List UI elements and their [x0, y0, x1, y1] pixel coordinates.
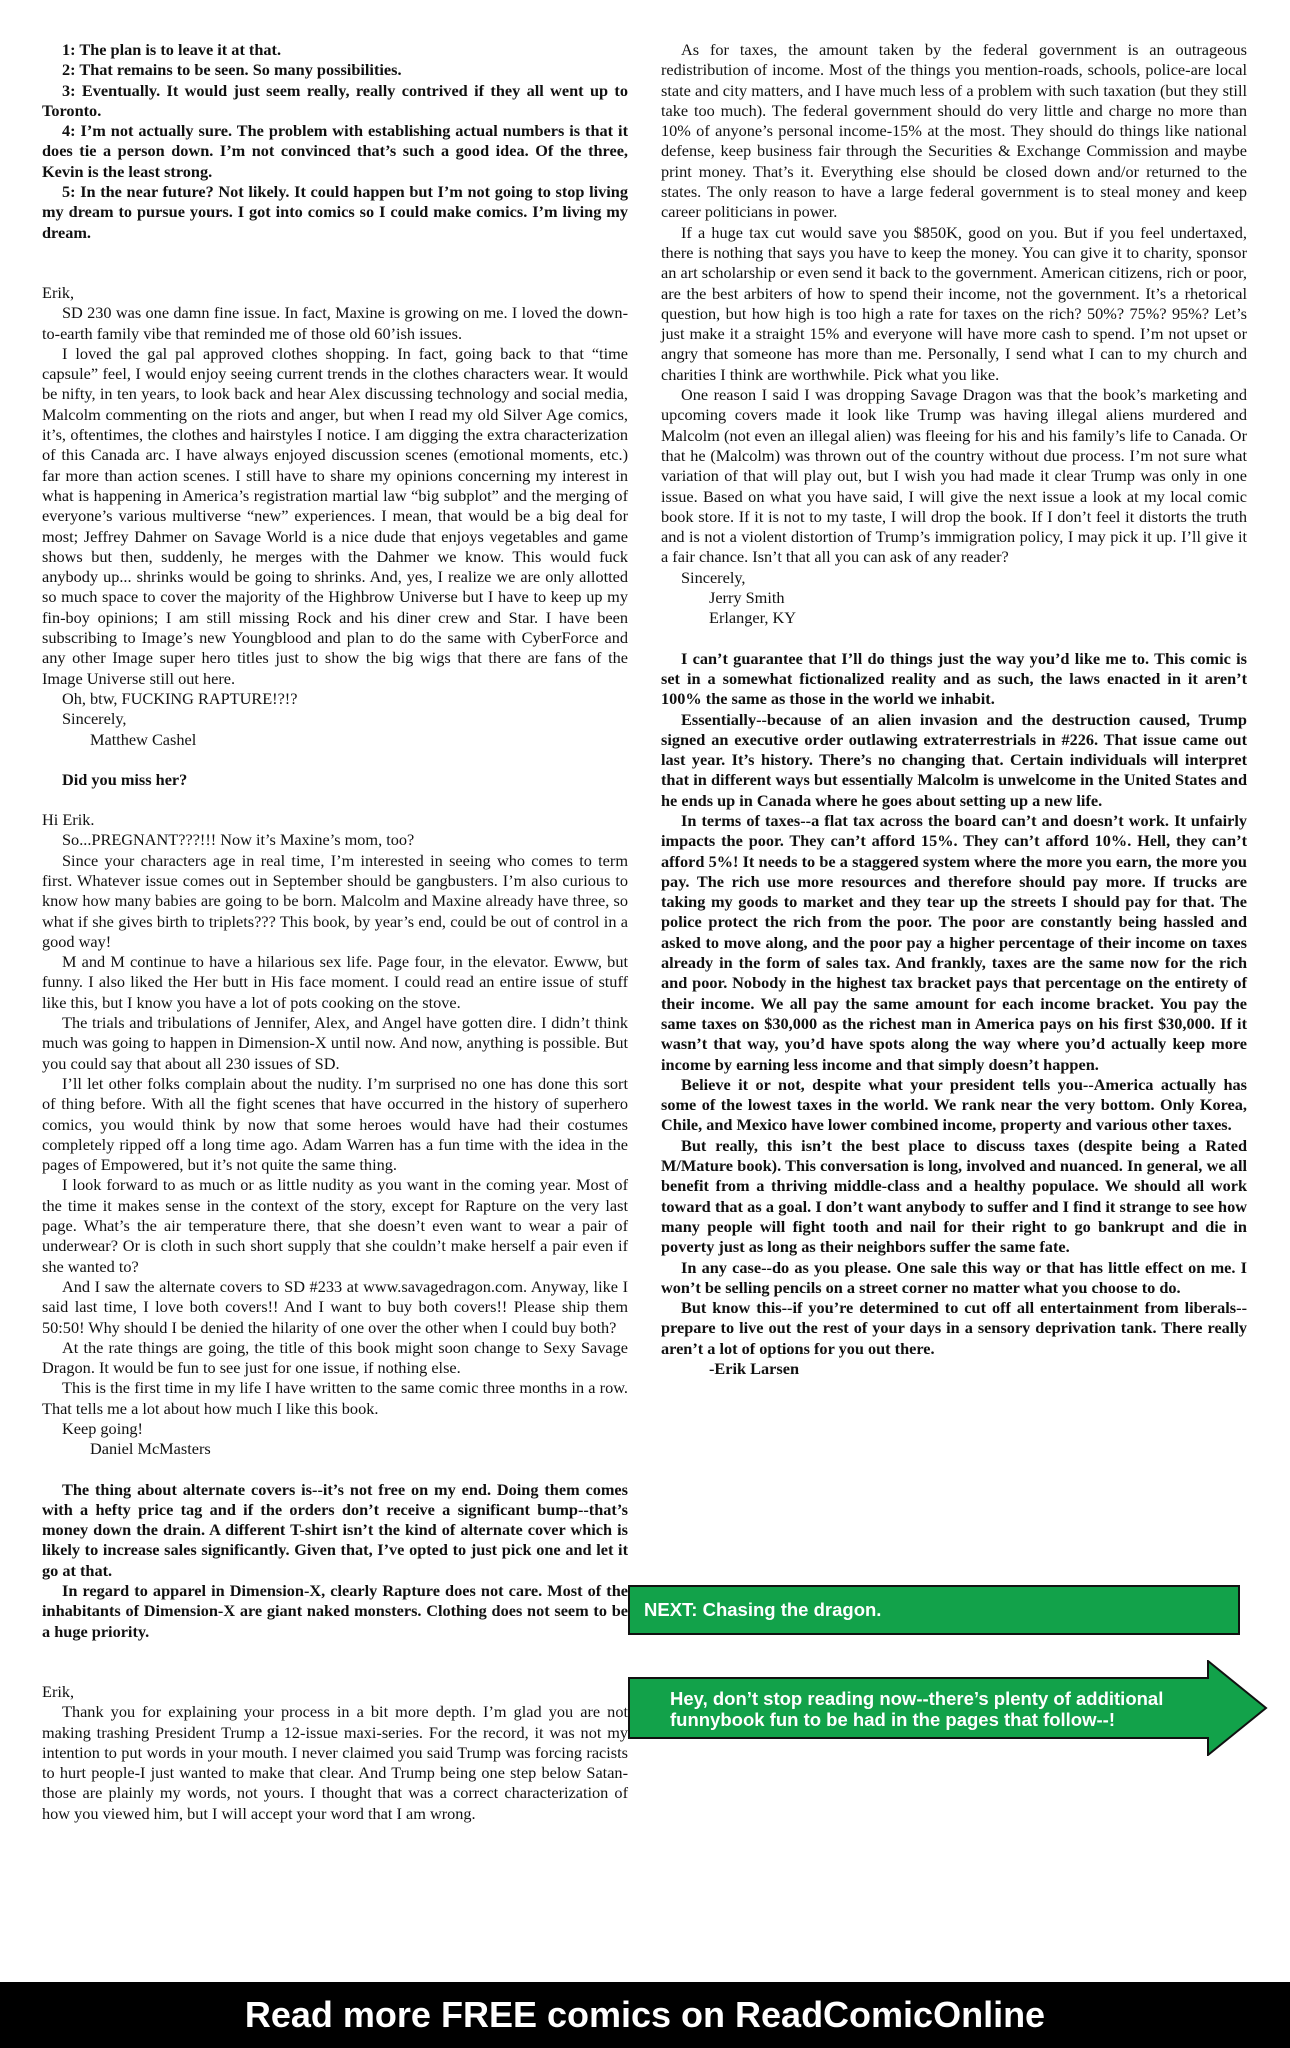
footer-text[interactable]: Read more FREE comics on ReadComicOnline [244, 1994, 1046, 2035]
letter1-paragraph: SD 230 was one damn fine issue. In fact, Maxine is growing on me. I loved the down-to-earth family vibe that reminded me of those old 60’ish issues. [42, 303, 628, 343]
footer-banner[interactable] [0, 1982, 1290, 2048]
reply-2: In regard to apparel in Dimension-X, clearly Rapture does not care. Most of the inhabitants of Dimension-X are giant naked monsters. Clothing does not seem to be a huge priority. [42, 1581, 628, 1641]
letter2-paragraph: I look forward to as much or as little nudity as you want in the coming year. Most of the time it makes sense in the context of the story, except for Rapture on the very last page. What’s the air temperature there, that she doesn’t even want to wear a pair of underwear? Or is cloth in such short supply that she couldn’t make herself a pair even if she wanted to? [42, 1175, 628, 1276]
letter3-signature-name: Jerry Smith [709, 588, 785, 608]
letter1-signature: Matthew Cashel [90, 729, 197, 749]
letter2-paragraph: M and M continue to have a hilarious sex life. Page four, in the elevator. Ewww, but funny. I also liked the Her butt in His face moment. I could read an entire issue of stuff like this, but I know you have a lot of pots cooking on the stove. [42, 952, 628, 1012]
letter3-paragraph: One reason I said I was dropping Savage Dragon was that the book’s marketing and upcoming covers made it look like Trump was having illegal aliens murdered and Malcolm (not even an illegal alien) was fleeing for his and his family’s life to Canada. Or that he (Malcolm) was thrown out of the country without due process. I’m not sure what variation of that will play out, but I wish you had made it clear Trump was only in one issue. Based on what you have said, I will give the next issue a look at my local comic book store. If it is not to my taste, I will drop the book. If I don’t feel it distorts the truth and is not a violent distortion of Trump’s immigration policy, I may pick it up. I’ll give it a fair chance. Isn’t that all you can ask of any reader? [661, 385, 1247, 567]
reply-3: But really, this isn’t the best place to discuss taxes (despite being a Rated M/Mature book). This conversation is long, involved and nuanced. In general, we all benefit from a thriving middle-class and a healthy populace. We should all work toward that as a goal. I don’t want anybody to suffer and I find it strange to see how many people will fight tooth and nail for their right to go bankrupt and die in poverty just as long as their neighbors suffer the same fate. [661, 1135, 1247, 1257]
letter1-paragraph: I loved the gal pal approved clothes shopping. In fact, going back to that “time capsule” feel, I would enjoy seeing current trends in the clothes characters wear. It would be nifty, in ten years, to look back and hear Alex discussing technology and social media, Malcolm commenting on the riots and anger, but when I read my old Silver Age comics, it’s, oftentimes, the clothes and hairstyles I notice. I am digging the extra characterization of this Canada arc. I have always enjoyed discussion scenes (emotional moments, etc.) far more than action scenes. I still have to share my opinions concerning my interest in what is happening in America’s registration martial law “big subplot” and the merging of everyone’s various multiverse “new” experiences. I mean, that would be a big deal for most; Jeffrey Dahmer on Savage World is a nice dude that enjoys vegetables and game shows but then, suddenly, he merges with the Dahmer we know. This would fuck anybody up... shrinks would be going to shrinks. And, yes, I realize we are only allotted so much space to cover the majority of the Highbrow Universe but I have to keep up my fin-boy opinions; I am still missing Rock and his diner crew and Star. I have been subscribing to Image’s new Youngblood and plan to do the same with CyberForce and any other Image super hero titles just to show the big wigs that there are fans of the Image Universe still out here. [42, 343, 628, 688]
letter2-paragraph: Since your characters age in real time, I’m interested in seeing who comes to term first. Whatever issue comes out in September should be gangbusters. I’m also curious to know how many babies are going to be born. Malcolm and Maxine already have three, so what if she gives birth to triplets??? This book, by year’s end, could be out of control in a good way! [42, 850, 628, 951]
letter3-paragraph: Thank you for explaining your process in a bit more depth. I’m glad you are not making trashing President Trump a 12-issue maxi-series. For the record, it was not my intention to put words in your mouth. I never claimed you said Trump was forcing racists to hurt people-I just wanted to make that clear. And Trump being one step below Satan-those are plainly my words, not yours. I thought that was a correct characterization of how you viewed him, but I will accept your word that I am wrong. [42, 1702, 628, 1823]
letter3-paragraph: If a huge tax cut would save you $850K, good on you. But if you feel undertaxed, there is nothing that says you have to keep the money. You can give it to charity, sponsor an art scholarship or even send it back to the government. American citizens, rich or poor, are the best arbiters of how to spend their income, not the government. It’s a rhetorical question, but how high is too high a rate for taxes on the rich? 50%? 75%? 95%? Let’s just make it a straight 15% and everyone will have more cash to spend. I’m not upset or angry that someone has more than me. Personally, I send what I can to my church and charities I think are worthwhile. Pick what you like. [661, 222, 1247, 384]
reply-3: In any case--do as you please. One sale this way or that has little effect on me. I won’t be selling pencils on a street corner no matter what you choose to do. [661, 1257, 1247, 1297]
right-column [661, 40, 1247, 1600]
reply-3: Essentially--because of an alien invasion and the destruction caused, Trump signed an executive order outlawing extraterrestrials in #226. That issue came out last year. It’s history. There’s no changing that. Certain individuals will interpret that in different ways but essentially Malcolm is unwelcome in the United States and he ends up in Canada where he goes about setting up a new life. [661, 709, 1247, 810]
letter2-signature: Daniel McMasters [90, 1439, 211, 1459]
reply-3: Believe it or not, despite what your president tells you--America actually has some of the lowest taxes in the world. We rank near the very bottom. Only Korea, Chile, and Mexico have lower combined income, property and various other taxes. [661, 1074, 1247, 1135]
letter2-paragraph: The trials and tribulations of Jennifer, Alex, and Angel have gotten dire. I didn’t think much was going to happen in Dimension-X until now. And now, anything is possible. But you could say that about all 230 issues of SD. [42, 1013, 628, 1073]
answer-2: 2: That remains to be seen. So many possibilities. [62, 60, 402, 80]
letter1-greeting: Erik, [42, 282, 75, 302]
continue-reading-text: Hey, don’t stop reading now--there’s plenty of additional funnybook fun to be had in the pages that follow--! [670, 1688, 1164, 1730]
letter3-paragraph: As for taxes, the amount taken by the federal government is an outrageous redistribution of income. Most of the things you mention-roads, schools, police-are local state and city matters, and I have much less of a problem with such taxation (but they still take too much). The federal government should do very little and charge no more than 10% of anyone’s personal income-15% at the most. They should do things like national defense, keep business fair through the Securities & Exchange Commission and maybe print money. That’s it. Everything else should be closed down and/or returned to the states. The only reason to have a large federal government is to steal money and keep career politicians in power. [661, 40, 1247, 222]
letter2-paragraph: I’ll let other folks complain about the nudity. I’m surprised no one has done this sort of thing before. With all the fight scenes that have occurred in the history of superhero comics, you would think by now that some heroes would have had their costumes completely ripped off a long time ago. Adam Warren has a fun time with the idea in the pages of Empowered, but it’s not quite the same thing. [42, 1073, 628, 1175]
answer-1: 1: The plan is to leave it at that. [62, 40, 282, 59]
reply-3: I can’t guarantee that I’ll do things just the way you’d like me to. This comic is set in a somewhat fictionalized reality and as such, the laws enacted in it aren’t 100% the same as those in the world we inhabit. [661, 648, 1247, 709]
letter1-closing: Sincerely, [62, 709, 127, 729]
letter2-paragraph: At the rate things are going, the title of this book might soon change to Sexy Savage Dragon. It would be fun to see just for one issue, if nothing else. [42, 1337, 628, 1378]
letter3-signature-place: Erlanger, KY [709, 608, 797, 628]
answer-4: 4: I’m not actually sure. The problem with establishing actual numbers is that it does tie a person down. I’m not convinced that’s such a good idea. Of the three, Kevin is the least strong. [42, 121, 628, 181]
reply-1: Did you miss her? [62, 769, 188, 789]
reply-signature: -Erik Larsen [709, 1359, 800, 1378]
letter3-greeting: Erik, [42, 1681, 75, 1701]
letter2-closing: Keep going! [62, 1419, 143, 1438]
letter2-paragraph: This is the first time in my life I have written to the same comic three months in a row. That tells me a lot about how much I like this book. [42, 1378, 628, 1418]
letter1-paragraph: Oh, btw, FUCKING RAPTURE!?!? [62, 688, 298, 708]
reply-2: The thing about alternate covers is--it’s not free on my end. Doing them comes with a hefty price tag and if the orders don’t receive a significant bump--that’s money down the drain. A different T-shirt isn’t the kind of alternate cover which is likely to increase sales significantly. Given that, I’ve opted to just pick one and let it go at that. [42, 1479, 628, 1580]
next-issue-text: NEXT: Chasing the dragon. [644, 1599, 882, 1620]
letter2-paragraph: And I saw the alternate covers to SD #233 at www.savagedragon.com. Anyway, like I said last time, I love both covers!! And I want to buy both covers!! Please ship them 50:50! Why should I be denied the hilarity of one over the other when I could buy both? [42, 1276, 628, 1337]
letter2-paragraph: So...PREGNANT???!!! Now it’s Maxine’s mom, too? [62, 830, 415, 850]
reply-3: In terms of taxes--a flat tax across the board can’t and doesn’t work. It unfairly impacts the poor. They can’t afford 15%. They can’t afford 10%. Hell, they can’t afford 5%! It needs to be a staggered system where the more you earn, the more you pay. The rich use more resources and therefore should pay more. If trucks are taking my goods to market and they tear up the streets I should pay for that. The police protect the rich from the poor. The poor are constantly being hassled and asked to move along, and the poor pay a higher percentage of their income on taxes already in the form of sales tax. And frankly, taxes are the same now for the rich and poor. Nobody in the highest tax bracket pays that percentage on the entirety of their income. We all pay the same amount for each income bracket. You pay the same taxes on $30,000 as the richest man in America pays on his first $30,000. If it wasn’t that way, you’d have spots along the way where you’d actually keep more income by earning less income and that simply doesn’t happen. [661, 810, 1247, 1074]
next-issue-banner [628, 1585, 1240, 1635]
answer-5: 5: In the near future? Not likely. It could happen but I’m not going to stop living my dream to pursue yours. I got into comics so I could make comics. I’m living my dream. [42, 182, 628, 242]
answer-3: 3: Eventually. It would just seem really, really contrived if they all went up to Toronto. [42, 80, 628, 120]
letter2-greeting: Hi Erik. [42, 810, 95, 830]
reply-3: But know this--if you’re determined to cut off all entertainment from liberals--prepare to live out the rest of your days in a sensory deprivation tank. There really aren’t a lot of options for you out there. [661, 1298, 1247, 1358]
continue-reading-arrow [628, 1660, 1268, 1756]
letter3-closing: Sincerely, [681, 567, 746, 587]
left-column [42, 40, 628, 1940]
